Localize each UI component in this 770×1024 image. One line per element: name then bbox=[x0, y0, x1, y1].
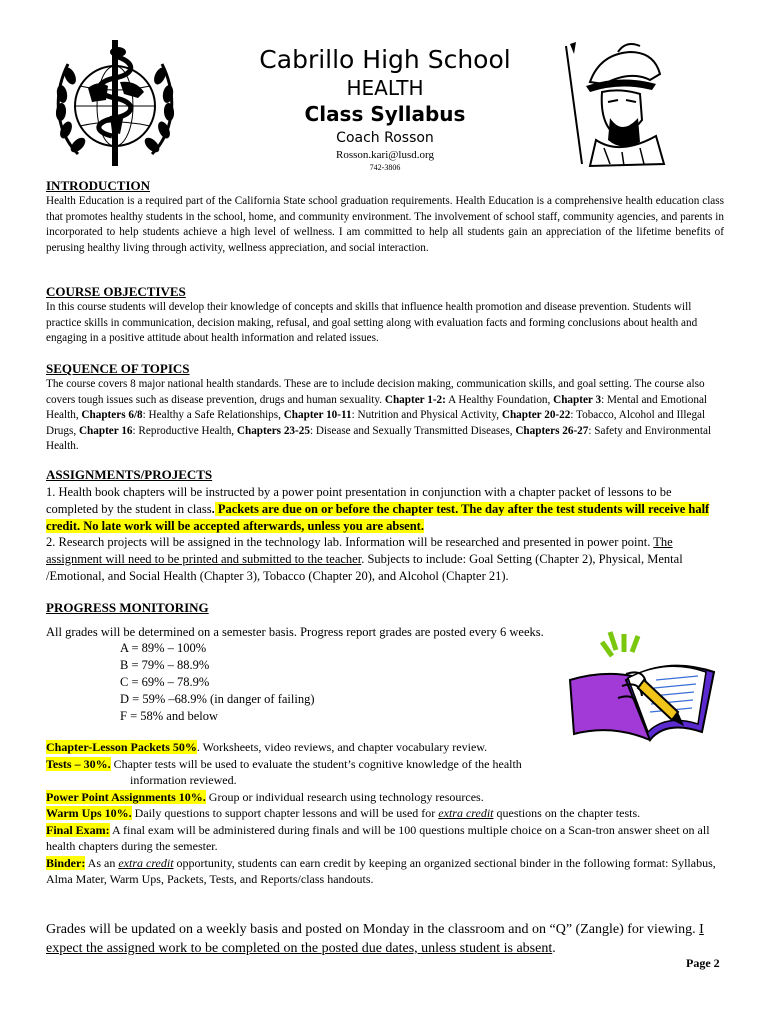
assignment-item-packets: 1. Health book chapters will be instructed by a power point presentation in conjunction with a chapter packet of lessons to be completed by the student in class. Packets are due on or before the chapter test. The day after the test students will receive half credit. No late work will be accepted afterwards, unless you are absent. bbox=[46, 485, 710, 533]
topics-text: The course covers 8 major national health standards. These are to include decision making, communication skills, and goal setting. The course also covers tough issues such as disease prevention, drugs and human sexuality. Chapter 1-2: A Healthy Foundation, Chapter 3: Mental and Emotional Health, Chapters 6/8: Healthy a Safe Relationships, Chapter 10-11: Nutrition and Physical Activity, Chapter 20-22: Tobacco, Alcohol and Illegal Drugs, Chapter 16: Reproductive Health, Chapters 23-25: Disease and Sexually Transmitted Diseases, Chapters 26-27: Safety and Environmental Health. bbox=[46, 378, 712, 452]
grade-scale-item: A = 89% – 100% bbox=[120, 641, 207, 655]
weight-packets: Chapter-Lesson Packets 50%. Worksheets, video reviews, and chapter vocabulary review. bbox=[46, 740, 488, 754]
teacher-name: Coach Rosson bbox=[336, 130, 434, 146]
progress-intro: All grades will be determined on a semester basis. Progress report grades are posted every 6 weeks. bbox=[46, 625, 544, 639]
topics-heading: SEQUENCE OF TOPICS bbox=[46, 361, 190, 376]
grade-weights bbox=[46, 739, 726, 888]
assignments-heading: ASSIGNMENTS/PROJECTS bbox=[46, 467, 213, 482]
health-emblem-logo bbox=[48, 36, 182, 168]
introduction-text: Health Education is a required part of the California State school graduation requirements. Health Education is a comprehensive health education class that promotes healthy students in the school, home, and community environment. The involvement of school staff, community agencies, and parents in incorporated to help students achieve a high level of wellness. I am committed to help all students gain an appreciation of the lifetime benefits of perusing healthy living through activity, wellness appreciation, and social interaction. bbox=[46, 195, 724, 254]
syllabus-header bbox=[220, 44, 550, 174]
introduction-heading: INTRODUCTION bbox=[46, 178, 151, 193]
objectives-heading: COURSE OBJECTIVES bbox=[46, 284, 186, 299]
assignment-item-research: 2. Research projects will be assigned in the technology lab. Information will be researched and presented in power point. The assignment will need to be printed and submitted to the teacher. Subjects to include: Goal Setting (Chapter 2), Physical, Mental /Emotional, and Social Health (Chapter 3), Tobacco (Chapter 20), and Alcohol (Chapter 21). bbox=[46, 535, 683, 583]
teacher-phone: 742-3806 bbox=[369, 163, 401, 172]
teacher-email: Rosson.kari@lusd.org bbox=[336, 149, 434, 161]
grade-scale-item: F = 58% and below bbox=[120, 709, 219, 723]
objectives-text: In this course students will develop their knowledge of concepts and skills that influence health promotion and disease prevention. Students will practice skills in communication, decision making, refusal, and goal setting along with evaluation facts and forming conclusions about health and engaging in a positive attitude about health information and related issues. bbox=[46, 301, 698, 344]
weight-powerpoint: Power Point Assignments 10%. Group or individual research using technology resources. bbox=[46, 789, 484, 804]
weight-tests: Tests – 30%. Chapter tests will be used to evaluate the student’s cognitive knowledge of the health bbox=[46, 756, 522, 771]
grade-scale-item: C = 69% – 78.9% bbox=[120, 675, 210, 689]
notebook-clipart bbox=[566, 628, 716, 744]
grade-scale-item: B = 79% – 88.9% bbox=[120, 658, 210, 672]
document-title: Class Syllabus bbox=[304, 102, 466, 126]
subject-title: HEALTH bbox=[346, 76, 424, 100]
weight-binder: Binder: As an extra credit opportunity, students can earn credit by keeping an organized sectional binder in the following format: Syllabus, Alma Mater, Warm Ups, Packets, Tests, and Reports/class handouts. bbox=[46, 855, 716, 886]
weight-final-exam: Final Exam: A final exam will be administered during finals and will be 100 questions multiple choice on a Scan-tron answer sheet on all health chapters during the semester. bbox=[46, 822, 710, 853]
school-name: Cabrillo High School bbox=[259, 45, 511, 74]
grade-scale-item: D = 59% –68.9% (in danger of failing) bbox=[120, 692, 315, 706]
weight-tests-cont: information reviewed. bbox=[130, 773, 237, 787]
progress-heading: PROGRESS MONITORING bbox=[46, 600, 209, 615]
page-number: Page 2 bbox=[686, 956, 720, 970]
grade-scale-list bbox=[120, 640, 315, 725]
closing-statement: Grades will be updated on a weekly basis and posted on Monday in the classroom and on “Q” (Zangle) for viewing. I expect the assigned work to be completed on the posted due dates, unless student is absent. bbox=[46, 922, 704, 956]
weight-warmups: Warm Ups 10%. Daily questions to support chapter lessons and will be used for extra credit questions on the chapter tests. bbox=[46, 806, 641, 820]
conquistador-mascot-logo bbox=[560, 40, 670, 168]
